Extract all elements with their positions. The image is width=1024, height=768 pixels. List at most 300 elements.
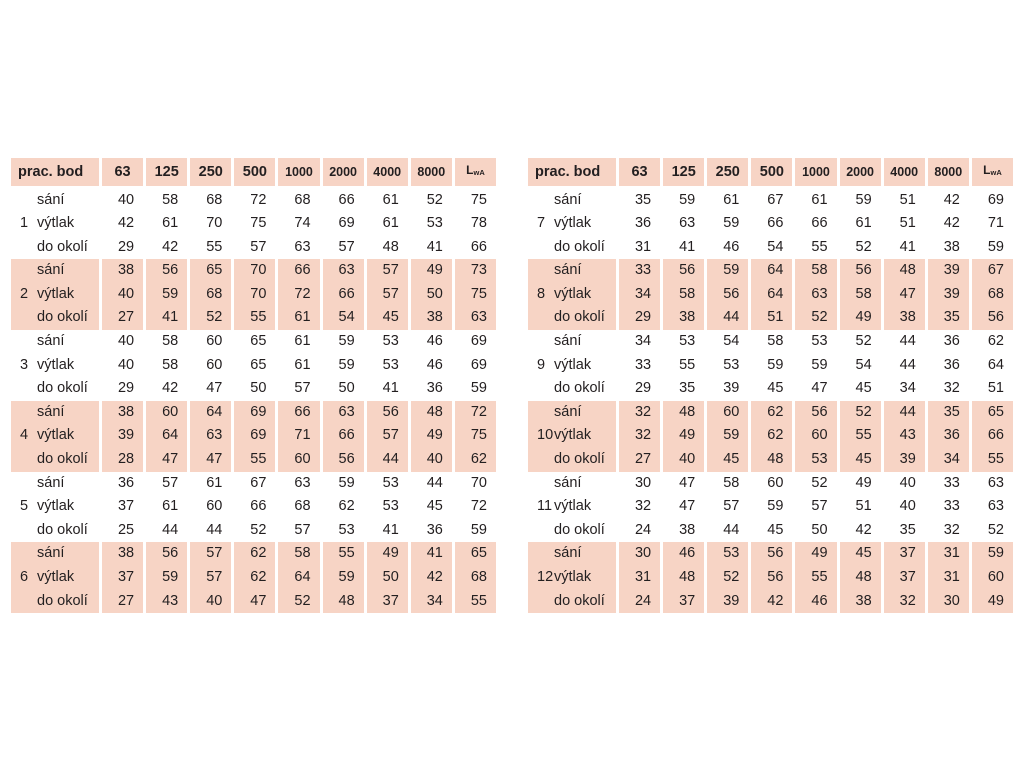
value-cell: 42 <box>751 590 792 614</box>
header-row <box>528 158 1013 189</box>
value-cell: 44 <box>206 521 223 538</box>
value-cell: 47 <box>190 448 231 472</box>
value-cell: 66 <box>278 401 319 425</box>
value-cell: 67 <box>767 191 784 208</box>
value-cell: 63 <box>455 306 496 330</box>
measurement-label: sání <box>554 403 582 420</box>
value-cell: 46 <box>795 590 836 614</box>
value-cell: 59 <box>146 283 187 307</box>
value-cell: 61 <box>162 498 179 515</box>
value-cell: 59 <box>811 356 828 373</box>
work-point-number: 11 <box>537 498 553 515</box>
value-cell: 71 <box>987 215 1004 232</box>
value-cell: 50 <box>367 566 408 590</box>
value-cell: 63 <box>987 474 1004 491</box>
value-cell: 57 <box>338 238 355 255</box>
value-cell: 49 <box>855 474 872 491</box>
row-label-cell <box>528 259 616 283</box>
table-row <box>11 212 496 236</box>
value-cell: 35 <box>899 521 916 538</box>
table-row <box>528 377 1013 401</box>
value-cell: 36 <box>426 380 443 397</box>
value-cell: 49 <box>840 306 881 330</box>
value-cell: 57 <box>367 424 408 448</box>
value-cell: 32 <box>634 498 652 515</box>
value-cell: 51 <box>751 306 792 330</box>
value-cell: 66 <box>338 191 355 208</box>
table-row <box>11 424 496 448</box>
value-cell: 27 <box>619 448 660 472</box>
value-cell: 36 <box>943 356 960 373</box>
work-point-number: 9 <box>537 356 546 373</box>
value-cell: 33 <box>943 474 960 491</box>
value-cell: 68 <box>294 191 311 208</box>
value-cell: 64 <box>190 401 231 425</box>
table-row <box>528 401 1013 425</box>
value-cell: 35 <box>928 306 969 330</box>
table-row <box>11 566 496 590</box>
row-label-cell <box>11 236 99 260</box>
value-cell: 49 <box>367 542 408 566</box>
value-cell: 56 <box>795 401 836 425</box>
value-cell: 65 <box>972 401 1013 425</box>
value-cell: 29 <box>117 238 135 255</box>
value-cell: 53 <box>382 474 399 491</box>
value-cell: 62 <box>987 333 1004 350</box>
row-label-cell <box>11 542 99 566</box>
value-cell: 29 <box>634 380 652 397</box>
value-cell: 58 <box>162 356 179 373</box>
value-cell: 53 <box>382 333 399 350</box>
value-cell: 36 <box>117 474 135 491</box>
table-row <box>528 590 1013 614</box>
value-cell: 38 <box>102 259 143 283</box>
value-cell: 65 <box>190 259 231 283</box>
header-lwa <box>455 158 496 189</box>
value-cell: 44 <box>899 333 916 350</box>
table-row <box>528 566 1013 590</box>
measurement-label: sání <box>554 545 582 562</box>
value-cell: 55 <box>840 424 881 448</box>
row-label-cell <box>11 590 99 614</box>
value-cell: 40 <box>117 356 135 373</box>
work-point-number: 7 <box>537 215 546 232</box>
value-cell: 35 <box>634 191 652 208</box>
value-cell: 66 <box>767 215 784 232</box>
table-row <box>528 424 1013 448</box>
value-cell: 62 <box>234 566 275 590</box>
work-point-number: 2 <box>20 285 29 302</box>
measurement-label: výtlak <box>554 285 592 302</box>
work-point-number: 6 <box>20 569 29 585</box>
value-cell: 59 <box>470 380 487 397</box>
value-cell: 39 <box>102 424 143 448</box>
measurement-label: do okolí <box>554 521 605 538</box>
value-cell: 68 <box>206 191 223 208</box>
table-row <box>11 590 496 614</box>
value-cell: 32 <box>943 380 960 397</box>
value-cell: 59 <box>679 191 696 208</box>
value-cell: 75 <box>455 424 496 448</box>
value-cell: 41 <box>146 306 187 330</box>
value-cell: 61 <box>855 215 872 232</box>
measurement-label: do okolí <box>554 309 605 326</box>
row-label-cell <box>11 566 99 590</box>
value-cell: 58 <box>663 283 704 307</box>
value-cell: 53 <box>426 215 443 232</box>
row-label-cell <box>528 424 616 448</box>
value-cell: 62 <box>234 542 275 566</box>
value-cell: 44 <box>884 401 925 425</box>
lwa-main: L <box>983 163 991 177</box>
value-cell: 28 <box>102 448 143 472</box>
value-cell: 63 <box>987 498 1004 515</box>
value-cell: 45 <box>767 380 784 397</box>
value-cell: 46 <box>723 238 740 255</box>
value-cell: 41 <box>899 238 916 255</box>
value-cell: 74 <box>294 215 311 232</box>
value-cell: 66 <box>323 283 364 307</box>
value-cell: 38 <box>411 306 452 330</box>
value-cell: 63 <box>294 238 311 255</box>
measurement-label: do okolí <box>37 592 88 609</box>
value-cell: 73 <box>455 259 496 283</box>
measurement-label: sání <box>554 262 582 279</box>
value-cell: 33 <box>634 356 652 373</box>
table-row <box>528 354 1013 378</box>
value-cell: 60 <box>795 424 836 448</box>
value-cell: 38 <box>884 306 925 330</box>
measurement-label: sání <box>37 333 65 350</box>
value-cell: 57 <box>162 474 179 491</box>
table-row <box>528 495 1013 519</box>
value-cell: 53 <box>338 521 355 538</box>
value-cell: 46 <box>663 542 704 566</box>
header-freq-500: 500 <box>751 158 792 189</box>
value-cell: 41 <box>382 521 399 538</box>
value-cell: 49 <box>972 590 1013 614</box>
value-cell: 47 <box>679 474 696 491</box>
value-cell: 72 <box>278 283 319 307</box>
value-cell: 65 <box>250 333 267 350</box>
value-cell: 40 <box>102 283 143 307</box>
value-cell: 61 <box>811 191 828 208</box>
value-cell: 56 <box>707 283 748 307</box>
value-cell: 31 <box>928 566 969 590</box>
noise-table-right <box>525 158 1016 613</box>
value-cell: 53 <box>679 333 696 350</box>
value-cell: 40 <box>117 191 135 208</box>
row-label-cell <box>11 472 99 496</box>
table-row <box>528 306 1013 330</box>
value-cell: 49 <box>411 424 452 448</box>
value-cell: 59 <box>707 424 748 448</box>
value-cell: 56 <box>146 259 187 283</box>
row-label-cell <box>11 212 99 236</box>
value-cell: 61 <box>294 333 311 350</box>
value-cell: 37 <box>102 566 143 590</box>
value-cell: 72 <box>470 498 487 515</box>
value-cell: 56 <box>146 542 187 566</box>
value-cell: 66 <box>470 238 487 255</box>
row-label-cell <box>528 542 616 566</box>
value-cell: 60 <box>146 401 187 425</box>
value-cell: 30 <box>928 590 969 614</box>
row-label-cell <box>11 283 99 307</box>
table-row <box>528 212 1013 236</box>
row-label-cell <box>11 448 99 472</box>
value-cell: 32 <box>619 424 660 448</box>
row-label-cell <box>528 236 616 260</box>
value-cell: 55 <box>323 542 364 566</box>
value-cell: 61 <box>382 215 399 232</box>
value-cell: 59 <box>470 521 487 538</box>
value-cell: 64 <box>751 259 792 283</box>
value-cell: 30 <box>619 542 660 566</box>
value-cell: 43 <box>146 590 187 614</box>
header-freq-1000: 1000 <box>795 158 836 189</box>
value-cell: 57 <box>250 238 267 255</box>
value-cell: 30 <box>634 474 652 491</box>
value-cell: 32 <box>619 401 660 425</box>
value-cell: 66 <box>278 259 319 283</box>
header-lwa <box>972 158 1013 189</box>
row-label-cell <box>528 401 616 425</box>
row-label-cell <box>11 306 99 330</box>
measurement-label: výtlak <box>37 285 75 302</box>
value-cell: 37 <box>884 542 925 566</box>
value-cell: 42 <box>943 191 960 208</box>
value-cell: 36 <box>426 521 443 538</box>
header-freq-63: 63 <box>102 158 143 189</box>
value-cell: 67 <box>250 474 267 491</box>
value-cell: 48 <box>840 566 881 590</box>
header-freq-2000: 2000 <box>323 158 364 189</box>
value-cell: 41 <box>426 238 443 255</box>
value-cell: 57 <box>294 380 311 397</box>
measurement-label: do okolí <box>554 238 605 255</box>
header-row <box>11 158 496 189</box>
value-cell: 48 <box>323 590 364 614</box>
value-cell: 69 <box>234 424 275 448</box>
value-cell: 52 <box>190 306 231 330</box>
value-cell: 51 <box>899 191 916 208</box>
value-cell: 53 <box>795 448 836 472</box>
value-cell: 41 <box>382 380 399 397</box>
value-cell: 59 <box>855 191 872 208</box>
value-cell: 67 <box>972 259 1013 283</box>
value-cell: 64 <box>751 283 792 307</box>
value-cell: 39 <box>928 259 969 283</box>
table-row <box>528 259 1013 283</box>
value-cell: 53 <box>811 333 828 350</box>
table-row <box>11 448 496 472</box>
value-cell: 45 <box>707 448 748 472</box>
value-cell: 35 <box>928 401 969 425</box>
value-cell: 71 <box>278 424 319 448</box>
value-cell: 42 <box>855 521 872 538</box>
value-cell: 63 <box>795 283 836 307</box>
value-cell: 59 <box>338 356 355 373</box>
value-cell: 34 <box>928 448 969 472</box>
value-cell: 52 <box>855 238 872 255</box>
row-label-cell <box>11 424 99 448</box>
value-cell: 59 <box>767 356 784 373</box>
lwa-subscript: wA <box>990 168 1002 177</box>
table-row <box>528 519 1013 543</box>
measurement-label: do okolí <box>37 451 88 468</box>
value-cell: 57 <box>367 259 408 283</box>
work-point-number: 5 <box>20 498 29 515</box>
value-cell: 43 <box>884 424 925 448</box>
value-cell: 42 <box>411 566 452 590</box>
lwa-main: L <box>466 163 474 177</box>
value-cell: 68 <box>190 283 231 307</box>
measurement-label: do okolí <box>37 521 88 538</box>
measurement-label: výtlak <box>37 356 75 373</box>
value-cell: 63 <box>323 401 364 425</box>
value-cell: 36 <box>943 333 960 350</box>
table-row <box>528 283 1013 307</box>
value-cell: 45 <box>426 498 443 515</box>
header-freq-500: 500 <box>234 158 275 189</box>
table-body <box>528 189 1013 614</box>
value-cell: 40 <box>411 448 452 472</box>
value-cell: 34 <box>619 283 660 307</box>
table-row <box>528 472 1013 496</box>
value-cell: 48 <box>663 566 704 590</box>
value-cell: 53 <box>382 356 399 373</box>
value-cell: 59 <box>338 474 355 491</box>
value-cell: 39 <box>884 448 925 472</box>
value-cell: 57 <box>811 498 828 515</box>
value-cell: 40 <box>899 474 916 491</box>
value-cell: 55 <box>234 306 275 330</box>
value-cell: 69 <box>470 356 487 373</box>
value-cell: 48 <box>411 401 452 425</box>
header-freq-4000: 4000 <box>884 158 925 189</box>
row-label-cell <box>528 306 616 330</box>
value-cell: 59 <box>987 238 1004 255</box>
value-cell: 52 <box>840 401 881 425</box>
value-cell: 54 <box>855 356 872 373</box>
value-cell: 57 <box>190 566 231 590</box>
value-cell: 29 <box>619 306 660 330</box>
value-cell: 51 <box>899 215 916 232</box>
value-cell: 31 <box>928 542 969 566</box>
table-row <box>11 377 496 401</box>
value-cell: 38 <box>102 542 143 566</box>
value-cell: 33 <box>619 259 660 283</box>
measurement-label: do okolí <box>554 380 605 397</box>
value-cell: 54 <box>323 306 364 330</box>
value-cell: 37 <box>367 590 408 614</box>
table-row <box>528 330 1013 354</box>
value-cell: 63 <box>294 474 311 491</box>
table-row <box>11 306 496 330</box>
value-cell: 59 <box>972 542 1013 566</box>
lwa-label <box>466 163 485 177</box>
table-row <box>11 519 496 543</box>
value-cell: 47 <box>234 590 275 614</box>
table-row <box>11 189 496 213</box>
value-cell: 38 <box>663 306 704 330</box>
measurement-label: sání <box>554 333 582 350</box>
value-cell: 62 <box>338 498 355 515</box>
value-cell: 75 <box>455 283 496 307</box>
value-cell: 61 <box>206 474 223 491</box>
value-cell: 50 <box>811 521 828 538</box>
measurement-label: sání <box>37 403 65 420</box>
value-cell: 42 <box>162 380 179 397</box>
measurement-label: výtlak <box>37 215 75 232</box>
table-row <box>528 448 1013 472</box>
value-cell: 59 <box>767 498 784 515</box>
value-cell: 47 <box>679 498 696 515</box>
value-cell: 42 <box>162 238 179 255</box>
value-cell: 50 <box>411 283 452 307</box>
value-cell: 48 <box>884 259 925 283</box>
work-point-number: 10 <box>537 427 554 444</box>
value-cell: 53 <box>382 498 399 515</box>
measurement-label: výtlak <box>554 427 592 444</box>
value-cell: 36 <box>928 424 969 448</box>
work-point-number: 8 <box>537 285 546 302</box>
value-cell: 49 <box>795 542 836 566</box>
value-cell: 46 <box>426 333 443 350</box>
measurement-label: do okolí <box>554 592 605 609</box>
value-cell: 34 <box>411 590 452 614</box>
value-cell: 52 <box>811 474 828 491</box>
header-freq-2000: 2000 <box>840 158 881 189</box>
value-cell: 63 <box>679 215 696 232</box>
header-work-point: prac. bod <box>528 158 616 189</box>
value-cell: 58 <box>795 259 836 283</box>
value-cell: 44 <box>162 521 179 538</box>
table-row <box>11 330 496 354</box>
value-cell: 70 <box>470 474 487 491</box>
row-label-cell <box>528 283 616 307</box>
row-label-cell <box>528 354 616 378</box>
value-cell: 72 <box>455 401 496 425</box>
value-cell: 55 <box>679 356 696 373</box>
measurement-label: do okolí <box>37 380 88 397</box>
noise-table-left <box>8 158 499 613</box>
value-cell: 62 <box>751 401 792 425</box>
value-cell: 56 <box>751 566 792 590</box>
value-cell: 44 <box>899 356 916 373</box>
value-cell: 53 <box>707 542 748 566</box>
row-label-cell <box>11 189 99 213</box>
header-freq-8000: 8000 <box>411 158 452 189</box>
value-cell: 33 <box>943 498 960 515</box>
value-cell: 37 <box>663 590 704 614</box>
value-cell: 62 <box>455 448 496 472</box>
work-point-number: 12 <box>537 569 554 585</box>
value-cell: 69 <box>987 191 1004 208</box>
value-cell: 56 <box>663 259 704 283</box>
value-cell: 31 <box>619 566 660 590</box>
measurement-label: sání <box>37 545 65 562</box>
value-cell: 38 <box>679 521 696 538</box>
row-label-cell <box>528 330 616 354</box>
row-label-cell <box>528 448 616 472</box>
value-cell: 59 <box>723 215 740 232</box>
value-cell: 61 <box>382 191 399 208</box>
table-row <box>528 236 1013 260</box>
value-cell: 64 <box>987 356 1004 373</box>
value-cell: 69 <box>338 215 355 232</box>
